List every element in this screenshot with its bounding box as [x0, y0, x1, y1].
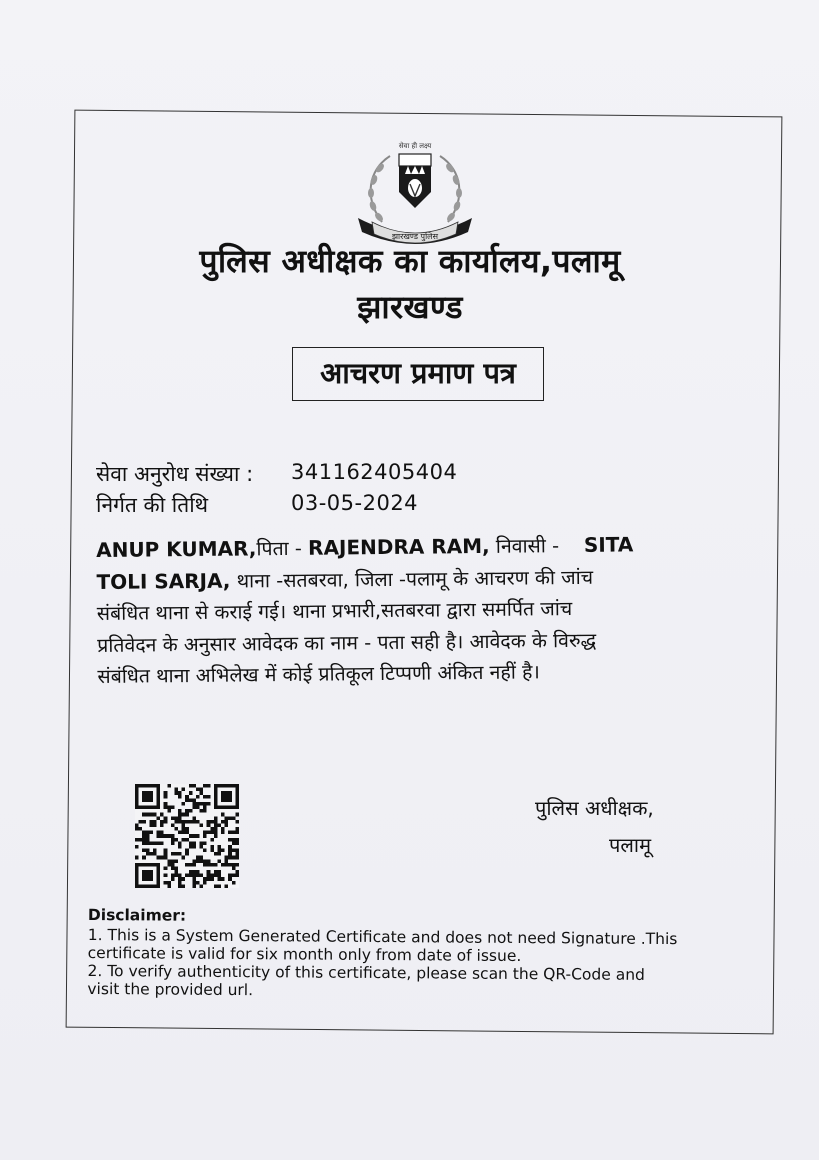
disclaimer-line-3: 2. To verify authenticity of this certificate, please scan the QR-Code and	[87, 961, 645, 984]
emblem-ribbon-text: झारखण्ड पुलिस	[391, 232, 439, 241]
service-request-number: 341162405404	[291, 460, 458, 484]
resident-label: निवासी -	[489, 533, 584, 558]
father-name: RAJENDRA RAM,	[307, 533, 490, 560]
jharkhand-police-emblem-icon	[350, 136, 480, 248]
issue-date-label: निर्गत की तिथि	[96, 493, 209, 517]
state-title: झारखण्ड	[357, 288, 463, 326]
body-line-2-rest: थाना -सतबरवा, जिला -पलामू के आचरण की जांच	[230, 565, 594, 593]
disclaimer-line-4: visit the provided url.	[87, 979, 254, 1000]
signatory-designation: पुलिस अधीक्षक,	[535, 796, 654, 820]
body-line-1	[96, 528, 721, 566]
applicant-name: ANUP KUMAR,	[96, 536, 257, 562]
signatory-place: पलामू	[609, 833, 652, 857]
certificate-title: आचरण प्रमाण पत्र	[292, 347, 544, 401]
father-label: पिता -	[256, 536, 309, 561]
body-line-4: प्रतिवेदन के अनुसार आवेदक का नाम - पता सही है। आवेदक के विरुद्ध	[97, 628, 597, 657]
service-request-label: सेवा अनुरोध संख्या :	[96, 462, 254, 486]
qr-code-icon	[135, 784, 239, 888]
issue-date-row	[96, 491, 419, 519]
service-request-row	[96, 460, 458, 488]
disclaimer-section	[87, 906, 748, 1003]
disclaimer-line-1: 1. This is a System Generated Certificate and does not need Signature .This	[87, 925, 678, 949]
issue-date-value: 03-05-2024	[291, 491, 419, 515]
office-title: पुलिस अधीक्षक का कार्यालय,पलामू	[199, 242, 621, 280]
signatory-block	[535, 794, 695, 858]
address-part-b: TOLI SARJA,	[96, 568, 231, 594]
disclaimer-heading: Disclaimer:	[87, 906, 187, 925]
disclaimer-line-2: certificate is valid for six month only from date of issue.	[87, 943, 522, 966]
body-line-5: संबंधित थाना अभिलेख में कोई प्रतिकूल टिप्पणी अंकित नहीं है।	[97, 660, 540, 688]
address-part-a: SITA	[583, 532, 634, 557]
certificate-body	[96, 528, 723, 692]
body-line-3: संबंधित थाना से कराई गई। थाना प्रभारी,सतबरवा द्वारा समर्पित जांच	[96, 597, 573, 625]
emblem-motto: सेवा ही लक्ष्य	[398, 142, 432, 150]
